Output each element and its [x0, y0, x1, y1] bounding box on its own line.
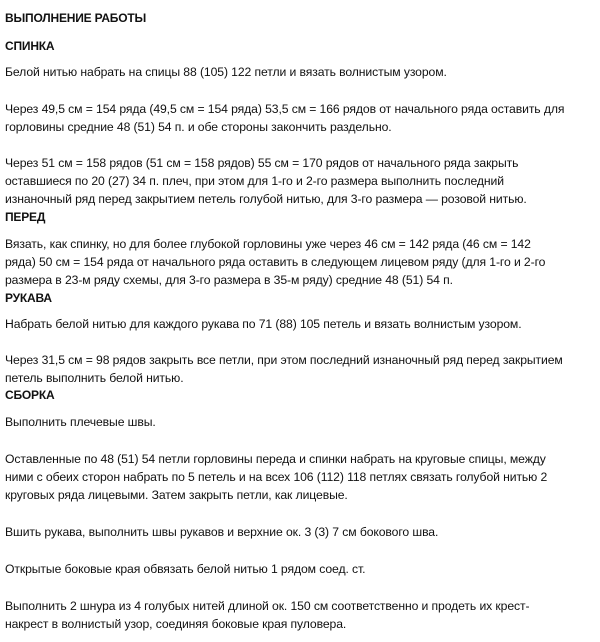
paragraph-line: Набрать белой нитью для каждого рукава по 71 (88) 105 петель и вязать волнистым узором. [5, 317, 522, 331]
paragraph-line: Вшить рукава, выполнить швы рукавов и верхние ок. 3 (3) 7 см бокового шва. [5, 525, 439, 539]
paragraph-line: Белой нитью набрать на спицы 88 (105) 122 петли и вязать волнистым узором. [5, 65, 447, 79]
paragraph-line: петель выполнить белой нитью. [5, 371, 184, 385]
paragraph-line: Через 49,5 см = 154 ряда (49,5 см = 154 ряда) 53,5 см = 166 рядов от начального ряда оставить для [5, 102, 565, 116]
paragraph-line: оставшиеся по 20 (27) 34 п. плеч, при этом для 1-го и 2-го размера выполнить последний [5, 174, 504, 188]
paragraph-line: Выполнить плечевые швы. [5, 415, 156, 429]
paragraph-line: Выполнить 2 шнура из 4 голубых нитей длиной ок. 150 см соответственно и продеть их крест- [5, 599, 530, 613]
paragraph-line: Вязать, как спинку, но для более глубокой горловины уже через 46 см = 142 ряда (46 см = 142 [5, 237, 531, 251]
paragraph-line: круговых ряда лицевыми. Затем закрыть петли, как лицевые. [5, 488, 348, 502]
paragraph-line: Через 31,5 см = 98 рядов закрыть все петли, при этом последний изнаночный ряд перед закрытием [5, 353, 563, 367]
paragraph-line: Через 51 см = 158 рядов (51 см = 158 рядов) 55 см = 170 рядов от начального ряда закрыть [5, 156, 519, 170]
paragraph-line: изнаночный ряд перед закрытием петель голубой нитью, для 3-го размера — розовой нитью. [5, 192, 527, 206]
paragraph-line: ними с обеих сторон набрать по 5 петель и на всех 106 (112) 118 петлях связать голубой нитью 2 [5, 470, 548, 484]
paragraph-line: ряда) 50 см = 154 ряда от начального ряда оставить в следующем лицевом ряду (для 1-го и 2-го [5, 255, 546, 269]
page-title: ВЫПОЛНЕНИЕ РАБОТЫ [5, 11, 147, 25]
paragraph-line: Оставленные по 48 (51) 54 петли горловины переда и спинки набрать на круговые спицы, между [5, 452, 546, 466]
section-heading-sleeves: РУКАВА [5, 291, 52, 305]
paragraph-line: размера в 23-м ряду схемы, для 3-го размера в 35-м ряду) средние 48 (51) 54 п. [5, 273, 453, 287]
section-heading-front: ПЕРЕД [5, 210, 46, 224]
paragraph-line: Открытые боковые края обвязать белой нитью 1 рядом соед. ст. [5, 562, 366, 576]
section-heading-assembly: СБОРКА [5, 388, 55, 402]
section-heading-back: СПИНКА [5, 39, 55, 53]
paragraph-line: накрест в волнистый узор, соединяя боковые края пуловера. [5, 617, 347, 631]
paragraph-line: горловины средние 48 (51) 54 п. и обе стороны закончить раздельно. [5, 120, 392, 134]
